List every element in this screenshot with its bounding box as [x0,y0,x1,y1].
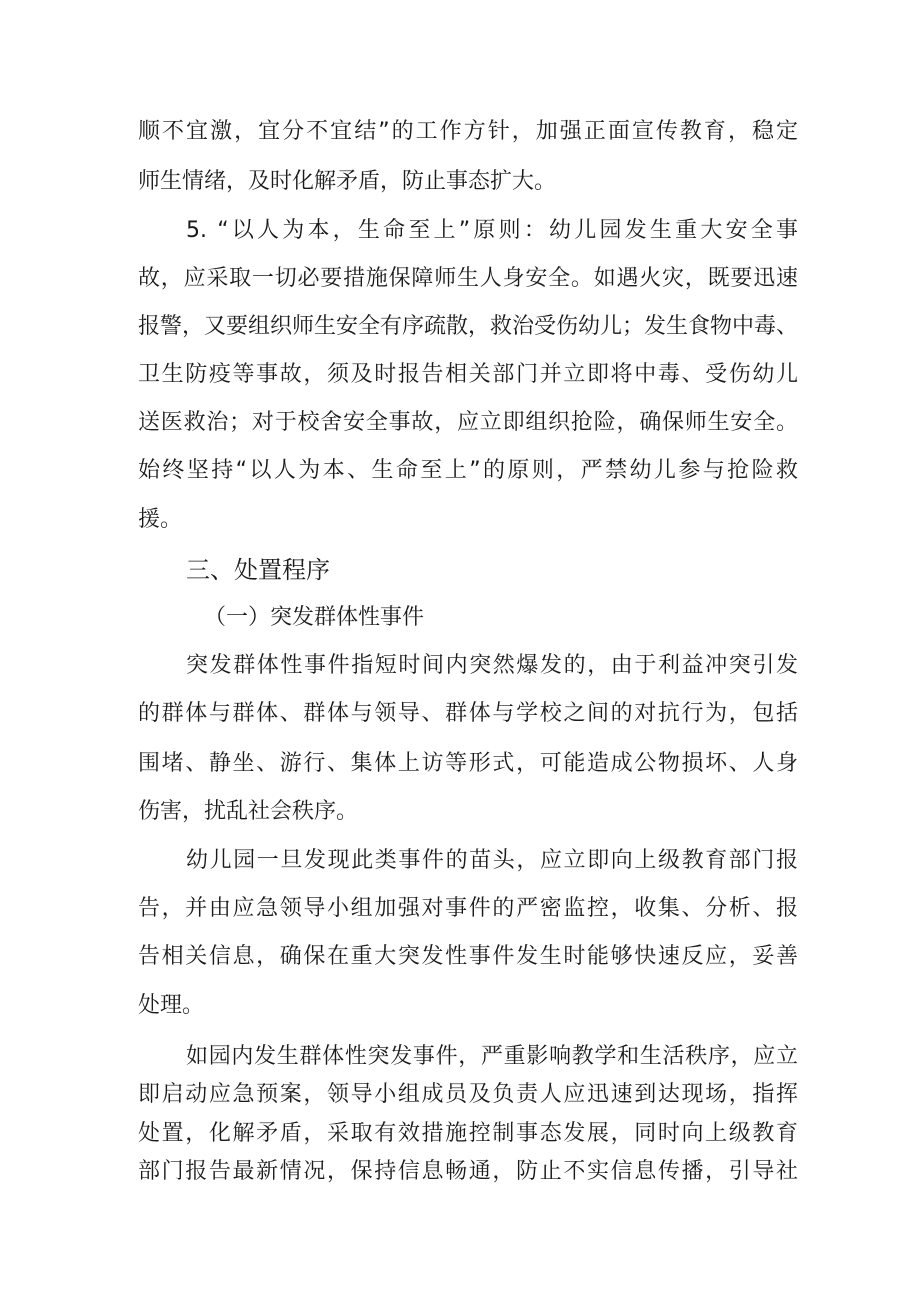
paragraph-line: 卫生防疫等事故，须及时报告相关部门并立即将中毒、受伤幼儿 [138,362,798,387]
paragraph-line: 始终坚持“以人为本、生命至上”的原则，严禁幼儿参与抢险救 [138,458,798,483]
paragraph-line: 伤害，扰乱社会秩序。 [138,799,359,824]
paragraph-line: 如园内发生群体性突发事件，严重影响教学和生活秩序，应立 [186,1044,798,1069]
paragraph-line: 顺不宜激，宜分不宜结”的工作方针，加强正面宣传教育，稳定 [138,119,798,144]
paragraph-line: 师生情绪，及时化解矛盾，防止事态扩大。 [138,169,557,194]
paragraph-line: 部门报告最新情况，保持信息畅通，防止不实信息传播，引导社 [138,1159,798,1184]
paragraph-line: 告，并由应急领导小组加强对事件的严密监控，收集、分析、报 [138,896,798,921]
paragraph-line: 送医救治；对于校舍安全事故，应立即组织抢险，确保师生安全。 [138,410,798,435]
paragraph-line: 即启动应急预案，领导小组成员及负责人应迅速到达现场，指挥 [138,1082,798,1107]
section-heading: 三、处置程序 [186,556,330,584]
paragraph-line: 处理。 [138,993,205,1018]
paragraph-line: 处置，化解矛盾，采取有效措施控制事态发展，同时向上级教育 [138,1121,798,1146]
paragraph-line: 幼儿园一旦发现此类事件的苗头，应立即向上级教育部门报 [186,848,798,873]
paragraph-line: 突发群体性事件指短时间内突然爆发的，由于利益冲突引发 [186,653,798,678]
paragraph-line: 告相关信息，确保在重大突发性事件发生时能够快速反应，妥善 [138,944,798,969]
paragraph-line: 的群体与群体、群体与领导、群体与学校之间的对抗行为，包括 [138,701,798,726]
paragraph-line: 援。 [138,507,183,532]
paragraph-line: 故，应采取一切必要措施保障师生人身安全。如遇火灾，既要迅速 [138,266,798,291]
paragraph-line: 5. “以人为本，生命至上”原则：幼儿园发生重大安全事 [186,218,798,243]
paragraph-line: 报警，又要组织师生安全有序疏散，救治受伤幼儿；发生食物中毒、 [138,314,798,339]
subsection-heading: （一）突发群体性事件 [204,605,425,630]
paragraph-line: 围堵、静坐、游行、集体上访等形式，可能造成公物损坏、人身 [138,751,798,776]
